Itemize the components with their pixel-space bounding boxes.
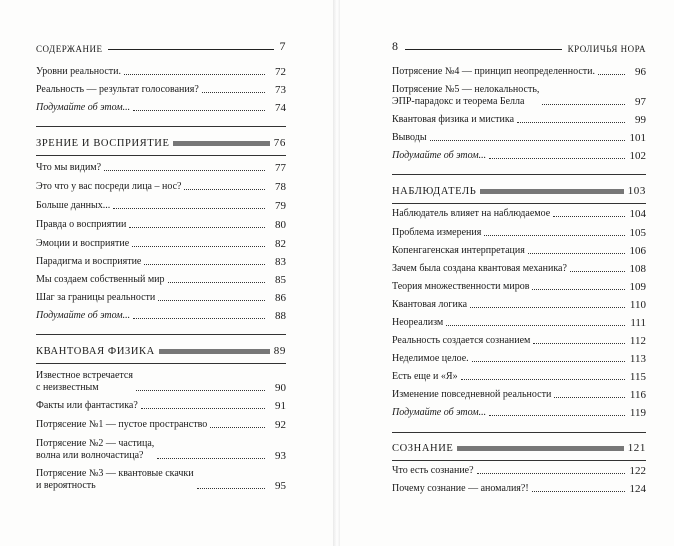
section-divider — [36, 126, 286, 127]
leader-dots — [197, 488, 265, 489]
header-rule — [108, 49, 273, 50]
toc-entry[interactable] — [392, 84, 646, 108]
entry-page: 124 — [629, 483, 646, 495]
toc-entry[interactable] — [392, 317, 646, 329]
toc-entry[interactable] — [36, 274, 286, 286]
leader-dots — [517, 122, 625, 123]
entry-title: Известное встречается с неизвестным — [36, 370, 133, 393]
section-title: КВАНТОВАЯ ФИЗИКА — [36, 345, 155, 357]
entry-title: Реальность создается сознанием — [392, 335, 531, 346]
entry-title: Факты или фантастика? — [36, 400, 138, 411]
entry-page: 104 — [629, 208, 646, 220]
entry-title: Больше данных... — [36, 200, 111, 211]
toc-entry[interactable] — [392, 245, 646, 257]
entry-page: 109 — [629, 281, 646, 293]
entry-title: Есть еще и «Я» — [392, 371, 458, 382]
entry-title: Это что у вас посреди лица – нос? — [36, 181, 182, 192]
toc-entry[interactable] — [36, 162, 286, 174]
entry-page: 119 — [629, 407, 646, 419]
entry-page: 79 — [275, 200, 286, 212]
leader-dots — [532, 491, 625, 492]
left-running-head — [36, 40, 286, 54]
leader-dots — [598, 74, 625, 75]
entry-title: Что мы видим? — [36, 162, 102, 173]
leader-dots — [533, 343, 625, 344]
toc-entry[interactable] — [392, 114, 646, 126]
entry-page: 83 — [275, 256, 286, 268]
entry-title: Шаг за границы реальности — [36, 292, 156, 303]
section-divider — [392, 174, 646, 175]
entry-title: Проблема измерения — [392, 227, 482, 238]
toc-entry[interactable] — [392, 132, 646, 144]
entry-page: 82 — [275, 238, 286, 250]
toc-entry[interactable] — [36, 66, 286, 78]
toc-entry[interactable] — [392, 407, 646, 419]
running-head-title: СОДЕРЖАНИЕ — [36, 44, 103, 54]
toc-entry[interactable] — [392, 281, 646, 293]
left-page — [0, 0, 334, 546]
toc-entry[interactable] — [392, 371, 646, 383]
toc-entry[interactable] — [36, 370, 286, 394]
leader-dots — [553, 216, 625, 217]
toc-entry[interactable] — [392, 353, 646, 365]
toc-entry[interactable] — [36, 419, 286, 431]
entry-title: Квантовая логика — [392, 299, 468, 310]
section-page: 103 — [627, 185, 646, 197]
toc-entry[interactable] — [36, 468, 286, 492]
toc-entry[interactable] — [392, 483, 646, 495]
toc-entry[interactable] — [392, 66, 646, 78]
entry-page: 97 — [635, 96, 646, 108]
leader-dots — [133, 318, 265, 319]
leader-dots — [477, 473, 625, 474]
entry-title: Потрясение №5 — нелокальность, ЭПР-парадокс и теорема Белла — [392, 84, 540, 107]
entry-page: 116 — [629, 389, 646, 401]
toc-entry[interactable] — [392, 465, 646, 477]
toc-entry[interactable] — [36, 238, 286, 250]
section-bar — [480, 189, 623, 194]
entry-title: Правда о восприятии — [36, 219, 127, 230]
section-divider — [392, 203, 646, 204]
entry-title: Уровни реальности. — [36, 66, 122, 77]
entry-page: 90 — [275, 382, 286, 394]
leader-dots — [202, 92, 265, 93]
leader-dots — [489, 158, 625, 159]
entry-page: 99 — [635, 114, 646, 126]
leader-dots — [430, 140, 625, 141]
entry-page: 96 — [635, 66, 646, 78]
entry-page: 111 — [630, 317, 646, 329]
entry-title: Подумайте об этом... — [36, 102, 131, 113]
leader-dots — [144, 264, 265, 265]
entry-title: Выводы — [392, 132, 427, 143]
entry-page: 86 — [275, 292, 286, 304]
section-divider — [36, 334, 286, 335]
leader-dots — [136, 390, 265, 391]
leader-dots — [124, 74, 265, 75]
section-bar — [457, 446, 623, 451]
toc-entry[interactable] — [36, 84, 286, 96]
section-title: СОЗНАНИЕ — [392, 442, 454, 454]
section-title: НАБЛЮДАТЕЛЬ — [392, 185, 477, 197]
toc-entry[interactable] — [36, 200, 286, 212]
entry-page: 88 — [275, 310, 286, 322]
toc-entry[interactable] — [36, 102, 286, 114]
leader-dots — [129, 227, 265, 228]
entry-title: Что есть сознание? — [392, 465, 474, 476]
leader-dots — [113, 208, 265, 209]
leader-dots — [484, 235, 625, 236]
entry-page: 102 — [629, 150, 646, 162]
section-heading[interactable] — [392, 184, 646, 198]
entry-title: Потрясение №2 — частица, волна или волночастица? — [36, 438, 155, 461]
header-rule — [405, 49, 562, 50]
entry-title: Зачем была создана квантовая механика? — [392, 263, 567, 274]
leader-dots — [542, 104, 625, 105]
entry-title: Потрясение №4 — принцип неопределенности. — [392, 66, 595, 77]
section-page: 76 — [273, 137, 286, 149]
entry-page: 108 — [629, 263, 646, 275]
entry-title: Подумайте об этом... — [392, 407, 487, 418]
entry-page: 113 — [629, 353, 646, 365]
entry-title: Подумайте об этом... — [392, 150, 487, 161]
leader-dots — [489, 415, 625, 416]
right-page — [340, 0, 674, 546]
entry-page: 92 — [275, 419, 286, 431]
section-divider — [36, 363, 286, 364]
entry-page: 122 — [629, 465, 646, 477]
entry-title: Мы создаем собственный мир — [36, 274, 165, 285]
toc-entry[interactable] — [36, 181, 286, 193]
entry-title: Наблюдатель влияет на наблюдаемое — [392, 208, 551, 219]
entry-page: 110 — [629, 299, 646, 311]
toc-entry[interactable] — [392, 299, 646, 311]
right-running-head — [392, 40, 646, 54]
section-page: 121 — [627, 442, 646, 454]
entry-page: 115 — [629, 371, 646, 383]
toc-entry[interactable] — [392, 335, 646, 347]
section-bar — [173, 141, 269, 146]
toc-entry[interactable] — [36, 310, 286, 322]
section-bar — [159, 349, 270, 354]
entry-page: 72 — [275, 66, 286, 78]
leader-dots — [157, 458, 265, 459]
entry-title: Подумайте об этом... — [36, 310, 131, 321]
entry-title: Копенгагенская интерпретация — [392, 245, 525, 256]
section-heading[interactable] — [392, 441, 646, 455]
leader-dots — [141, 408, 265, 409]
toc-entry[interactable] — [36, 256, 286, 268]
entry-page: 80 — [275, 219, 286, 231]
section-title: ЗРЕНИЕ И ВОСПРИЯТИЕ — [36, 137, 170, 149]
leader-dots — [168, 282, 265, 283]
entry-page: 106 — [629, 245, 646, 257]
entry-title: Неореализм — [392, 317, 444, 328]
section-divider — [392, 432, 646, 433]
leader-dots — [132, 246, 265, 247]
entry-page: 101 — [629, 132, 646, 144]
entry-page: 74 — [275, 102, 286, 114]
entry-title: Квантовая физика и мистика — [392, 114, 515, 125]
section-heading[interactable] — [36, 344, 286, 358]
entry-page: 78 — [275, 181, 286, 193]
leader-dots — [104, 170, 265, 171]
leader-dots — [158, 300, 265, 301]
page-number: 8 — [392, 39, 399, 53]
section-divider — [36, 155, 286, 156]
leader-dots — [461, 379, 625, 380]
toc-entry[interactable] — [36, 438, 286, 462]
entry-title: Изменение повседневной реальности — [392, 389, 552, 400]
entry-title: Потрясение №1 — пустое пространство — [36, 419, 208, 430]
entry-title: Неделимое целое. — [392, 353, 469, 364]
toc-entry[interactable] — [36, 292, 286, 304]
entry-page: 112 — [629, 335, 646, 347]
leader-dots — [133, 110, 265, 111]
leader-dots — [528, 253, 625, 254]
entry-page: 93 — [275, 450, 286, 462]
entry-page: 105 — [629, 227, 646, 239]
entry-page: 73 — [275, 84, 286, 96]
toc-entry[interactable] — [36, 219, 286, 231]
section-page: 89 — [273, 345, 286, 357]
section-heading[interactable] — [36, 136, 286, 150]
entry-title: Теория множественности миров — [392, 281, 530, 292]
leader-dots — [470, 307, 625, 308]
leader-dots — [532, 289, 625, 290]
running-head-title: КРОЛИЧЬЯ НОРА — [567, 44, 646, 54]
entry-title: Эмоции и восприятие — [36, 238, 130, 249]
leader-dots — [554, 397, 625, 398]
entry-page: 91 — [275, 400, 286, 412]
page-number: 7 — [279, 39, 286, 53]
entry-title: Реальность — результат голосования? — [36, 84, 199, 95]
toc-entry[interactable] — [392, 227, 646, 239]
section-divider — [392, 460, 646, 461]
entry-page: 85 — [275, 274, 286, 286]
entry-title: Парадигма и восприятие — [36, 256, 142, 267]
toc-entry[interactable] — [392, 150, 646, 162]
entry-title: Почему сознание — аномалия?! — [392, 483, 529, 494]
toc-entry[interactable] — [392, 263, 646, 275]
toc-entry[interactable] — [392, 389, 646, 401]
leader-dots — [570, 271, 625, 272]
leader-dots — [472, 361, 625, 362]
leader-dots — [446, 325, 625, 326]
leader-dots — [184, 189, 265, 190]
entry-page: 77 — [275, 162, 286, 174]
toc-entry[interactable] — [36, 400, 286, 412]
leader-dots — [210, 427, 265, 428]
toc-entry[interactable] — [392, 208, 646, 220]
entry-page: 95 — [275, 480, 286, 492]
entry-title: Потрясение №3 — квантовые скачки и вероятность — [36, 468, 194, 491]
